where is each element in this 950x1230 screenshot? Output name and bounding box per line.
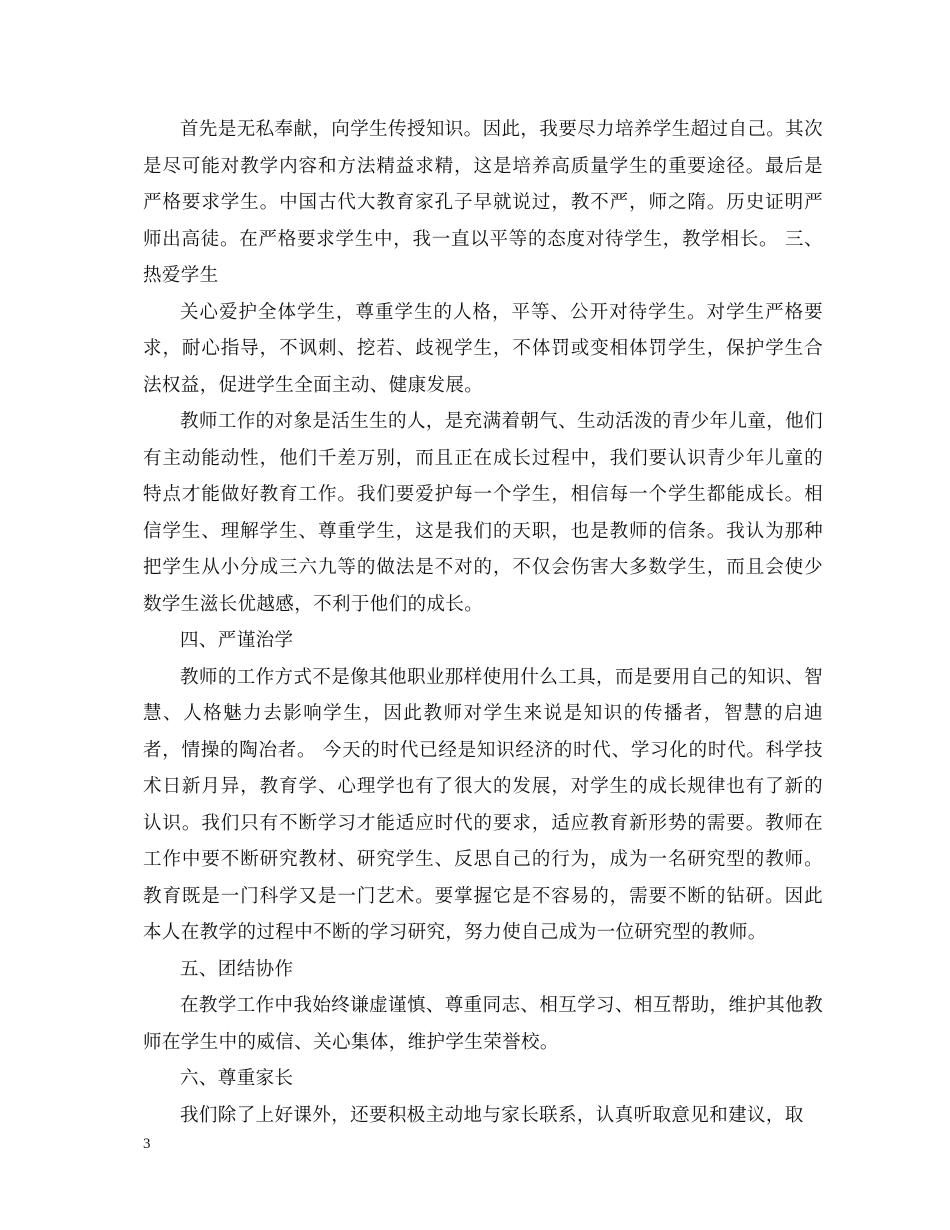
paragraph-teaching-method: 教师的工作方式不是像其他职业那样使用什么工具，而是要用自己的知识、智慧、人格魅力去影响学生，因此教师对学生来说是知识的传播者，智慧的启迪者，情操的陶冶者。 今天的时代已经是知识经济的时代、学习化的时代。科学技术日新月异，教育学、心理学也有了很大的发展，对学生的成长规律也有了新的认识。我们只有不断学习才能适应时代的要求，适应教育新形势的需要。教师在工作中要不断研究教材、研究学生、反思自己的行为，成为一名研究型的教师。教育既是一门科学又是一门艺术。要掌握它是不容易的，需要不断的钻研。因此本人在教学的过程中不断的学习研究，努力使自己成为一位研究型的教师。 xyxy=(143,666,823,943)
heading-respect-parents: 六、尊重家长 xyxy=(180,1068,294,1089)
body-text xyxy=(143,112,823,1134)
paragraph-dedication: 首先是无私奉献，向学生传授知识。因此，我要尽力培养学生超过自己。其次是尽可能对教学内容和方法精益求精，这是培养高质量学生的重要途径。最后是严格要求学生。中国古代大教育家孔子早就说过，教不严，师之隋。历史证明严师出高徒。在严格要求学生中，我一直以平等的态度对待学生，教学相长。 三、热爱学生 xyxy=(143,119,823,286)
paragraph-care-students: 关心爱护全体学生，尊重学生的人格，平等、公开对待学生。对学生严格要求，耐心指导，不讽刺、挖若、歧视学生，不体罚或变相体罚学生，保护学生合法权益，促进学生全面主动、健康发展。 xyxy=(143,301,823,396)
paragraph-teamwork: 在教学工作中我始终谦虚谨慎、尊重同志、相互学习、相互帮助，维护其他教师在学生中的威信、关心集体，维护学生荣誉校。 xyxy=(143,995,823,1053)
heading-teamwork: 五、团结协作 xyxy=(180,958,294,980)
paragraph-teacher-work: 教师工作的对象是活生生的人，是充满着朝气、生动活泼的青少年儿童，他们有主动能动性，他们千差万别，而且正在成长过程中，我们要认识青少年儿童的特点才能做好教育工作。我们要爱护每一个学生，相信每一个学生都能成长。相信学生、理解学生、尊重学生，这是我们的天职，也是教师的信条。我认为那种把学生从小分成三六九等的做法是不对的，不仅会伤害大多数学生，而且会使少数学生滋长优越感，不利于他们的成长。 xyxy=(143,411,823,615)
heading-rigorous-study: 四、严谨治学 xyxy=(180,630,294,651)
paragraph-parents: 我们除了上好课外，还要积极主动地与家长联系，认真听取意见和建议，取 xyxy=(180,1104,804,1126)
page-number: 3 xyxy=(143,1136,151,1152)
